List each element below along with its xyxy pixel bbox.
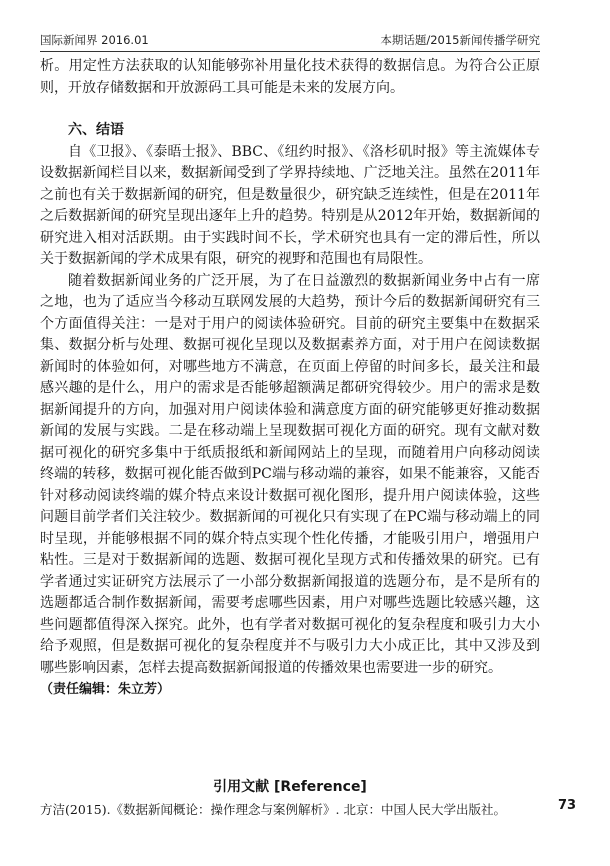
- editor-note: （责任编辑：朱立芳）: [40, 682, 171, 697]
- journal-issue: 国际新闻界 2016.01: [40, 33, 149, 47]
- section-topic: 本期话题/2015新闻传播学研究: [380, 33, 540, 47]
- paragraph: 自《卫报》、《泰晤士报》、BBC、《纽约时报》、《洛杉矶时报》等主流媒体专设数据新闻栏目以来，数据新闻受到了学界持续地、广泛地关注。虽然在2011年之前也有关于数据新闻的研究，但是数量很少，研究缺乏连续性，但是在2011年之后数据新闻的研究呈现出逐年上升的趋势。特别是从2012年开始，数据新闻的研究进入相对活跃期。由于实践时间不长，学术研究也具有一定的滞后性，所以关于数据新闻的学术成果有限，研究的视野和范围也有局限性。: [40, 143, 540, 267]
- article-body: [40, 56, 540, 701]
- continued-paragraph: 析。用定性方法获取的认知能够弥补用量化技术获得的数据信息。为符合公正原则，开放存储数据和开放源码工具可能是未来的发展方向。: [40, 58, 540, 96]
- section-heading: 六、结语: [68, 122, 124, 138]
- header-rule: [40, 51, 540, 52]
- references-heading: 引用文献 [Reference]: [213, 779, 367, 795]
- running-header: [40, 30, 540, 48]
- paragraph: 随着数据新闻业务的广泛开展，为了在日益激烈的数据新闻业务中占有一席之地，也为了适应当今移动互联网发展的大趋势，预计今后的数据新闻研究有三个方面值得关注：一是对于用户的阅读体验研究。目前的研究主要集中在数据采集、数据分析与处理、数据可视化呈现以及数据素养方面，对于用户在阅读数据新闻时的体验如何，对哪些地方不满意，在页面上停留的时间多长，最关注和最感兴趣的是什么，用户的需求是否能够超额满足都研究得较少。用户的需求是数据新闻提升的方向，加强对用户阅读体验和满意度方面的研究能够更好推动数据新闻的发展与实践。二是在移动端上呈现数据可视化方面的研究。现有文献对数据可视化的研究多集中于纸质报纸和新闻网站上的呈现，而随着用户向移动阅读终端的转移，数据可视化能否做到PC端与移动端的兼容，如果不能兼容，又能否针对移动阅读终端的媒介特点来设计数据可视化图形，提升用户阅读体验，这些问题目前学者们关注较少。数据新闻的可视化只有实现了在PC端与移动端上的同时呈现，并能够根据不同的媒介特点实现个性化传播，才能吸引用户，增强用户粘性。三是对于数据新闻的选题、数据可视化呈现方式和传播效果的研究。已有学者通过实证研究方法展示了一小部分数据新闻报道的选题分布，是不是所有的选题都适合制作数据新闻，需要考虑哪些因素，用户对哪些选题比较感兴趣，这些问题都值得深入探究。此外，也有学者对数据可视化的复杂程度和吸引力大小给予观照，但是数据可视化的复杂程度并不与吸引力大小成正比，其中又涉及到哪些影响因素，怎样去提高数据新闻报道的传播效果也需要进一步的研究。: [40, 272, 540, 676]
- reference-item: 方洁(2015).《数据新闻概论：操作理念与案例解析》. 北京：中国人民大学出版社。: [40, 802, 506, 817]
- page-number: 73: [558, 798, 577, 813]
